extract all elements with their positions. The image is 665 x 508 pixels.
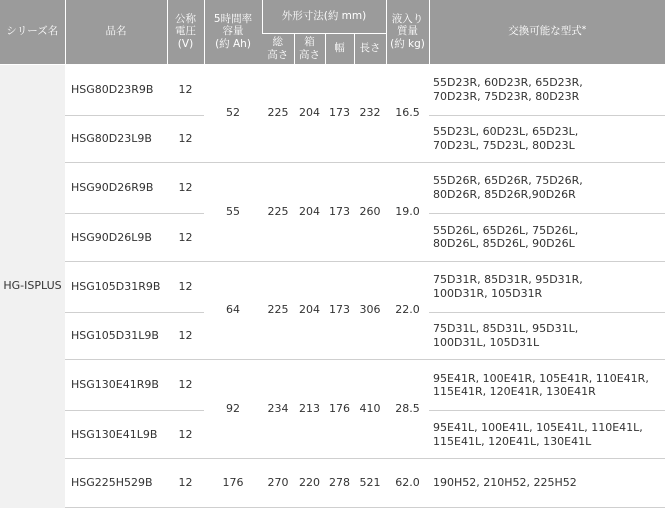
width-value: 176 (325, 360, 354, 459)
voltage-value: 12 (167, 360, 204, 411)
header-total-height: 総 高さ (262, 33, 294, 64)
product-name: HSG80D23L9B (65, 115, 167, 162)
total-height-value: 225 (262, 64, 294, 163)
width-value: 278 (325, 458, 354, 507)
length-value: 521 (354, 458, 386, 507)
length-value: 260 (354, 163, 386, 262)
compatible-types: 75D31L, 85D31L, 95D31L, 100D31L, 105D31L (429, 312, 665, 359)
header-dimensions: 外形寸法(約 mm) (262, 0, 386, 33)
product-name: HSG80D23R9B (65, 64, 167, 115)
product-name: HSG130E41R9B (65, 360, 167, 411)
product-name: HSG105D31R9B (65, 261, 167, 312)
product-name: HSG90D26R9B (65, 163, 167, 214)
width-value: 173 (325, 261, 354, 360)
weight-value: 62.0 (386, 458, 429, 507)
weight-value: 16.5 (386, 64, 429, 163)
header-series: シリーズ名 (0, 0, 65, 64)
table-row (0, 360, 665, 411)
voltage-value: 12 (167, 214, 204, 261)
voltage-value: 12 (167, 312, 204, 359)
table-row (0, 458, 665, 507)
product-name: HSG130E41L9B (65, 411, 167, 458)
weight-value: 19.0 (386, 163, 429, 262)
capacity-value: 52 (204, 64, 262, 163)
product-name: HSG90D26L9B (65, 214, 167, 261)
capacity-value: 92 (204, 360, 262, 459)
product-name: HSG105D31L9B (65, 312, 167, 359)
length-value: 306 (354, 261, 386, 360)
compatible-types: 95E41L, 100E41L, 105E41L, 110E41L, 115E41L, 120E41L, 130E41L (429, 411, 665, 458)
header-voltage: 公称 電圧 (V) (167, 0, 204, 64)
length-value: 410 (354, 360, 386, 459)
voltage-value: 12 (167, 261, 204, 312)
weight-value: 22.0 (386, 261, 429, 360)
compatible-types: 55D26L, 65D26L, 75D26L, 80D26L, 85D26L, 90D26L (429, 214, 665, 261)
box-height-value: 220 (294, 458, 325, 507)
series-name-cell: HG-ISPLUS (0, 64, 65, 508)
table-row (0, 163, 665, 214)
header-length: 長さ (354, 33, 386, 64)
compatible-types: 55D23L, 60D23L, 65D23L, 70D23L, 75D23L, 80D23L (429, 115, 665, 162)
header-capacity: 5時間率 容量 (約 Ah) (204, 0, 262, 64)
voltage-value: 12 (167, 163, 204, 214)
total-height-value: 225 (262, 261, 294, 360)
header-width: 幅 (325, 33, 354, 64)
footnote-mark: * (581, 25, 587, 36)
compatible-types: 55D23R, 60D23R, 65D23R, 70D23R, 75D23R, 80D23R (429, 64, 665, 115)
voltage-value: 12 (167, 411, 204, 458)
box-height-value: 213 (294, 360, 325, 459)
box-height-value: 204 (294, 163, 325, 262)
box-height-value: 204 (294, 64, 325, 163)
compatible-types: 55D26R, 65D26R, 75D26R, 80D26R, 85D26R,90D26R (429, 163, 665, 214)
total-height-value: 234 (262, 360, 294, 459)
width-value: 173 (325, 163, 354, 262)
compatible-types: 75D31R, 85D31R, 95D31R, 100D31R, 105D31R (429, 261, 665, 312)
product-name: HSG225H529B (65, 458, 167, 507)
total-height-value: 225 (262, 163, 294, 262)
voltage-value: 12 (167, 458, 204, 507)
total-height-value: 270 (262, 458, 294, 507)
capacity-value: 176 (204, 458, 262, 507)
capacity-value: 64 (204, 261, 262, 360)
length-value: 232 (354, 64, 386, 163)
header-product-name: 品名 (65, 0, 167, 64)
table-row (0, 64, 665, 115)
table-row (0, 261, 665, 312)
compatible-types: 95E41R, 100E41R, 105E41R, 110E41R, 115E41R, 120E41R, 130E41R (429, 360, 665, 411)
header-compatible-types: 交換可能な型式* (429, 0, 665, 64)
compatible-types: 190H52, 210H52, 225H52 (429, 458, 665, 507)
capacity-value: 55 (204, 163, 262, 262)
voltage-value: 12 (167, 64, 204, 115)
weight-value: 28.5 (386, 360, 429, 459)
width-value: 173 (325, 64, 354, 163)
header-box-height: 箱 高さ (294, 33, 325, 64)
box-height-value: 204 (294, 261, 325, 360)
header-weight: 液入り 質量 (約 kg) (386, 0, 429, 64)
voltage-value: 12 (167, 115, 204, 162)
